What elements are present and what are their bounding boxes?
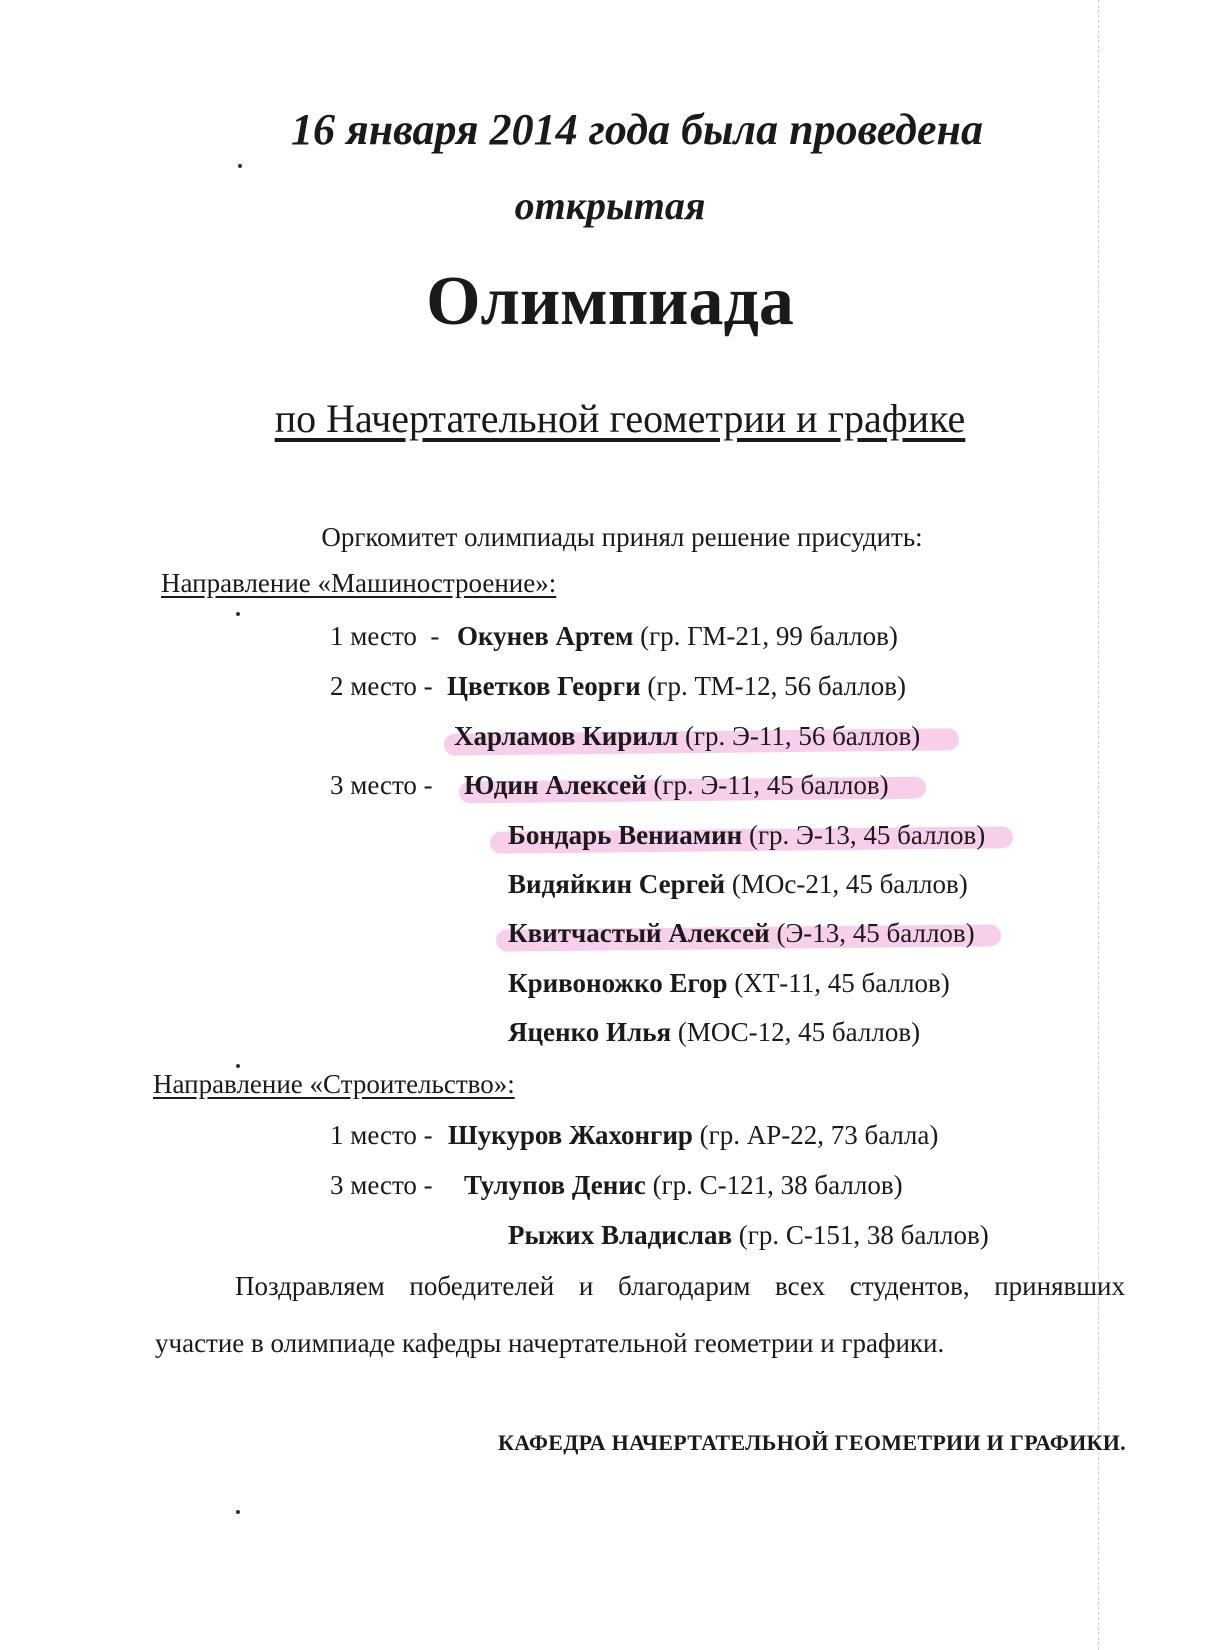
scan-speck — [236, 1064, 240, 1068]
header-date-line: 16 января 2014 года была проведена — [291, 105, 983, 154]
place-label: 1 место - — [330, 621, 440, 651]
scan-edge — [1098, 0, 1099, 1650]
winner-entry — [508, 820, 985, 851]
winner-entry — [454, 721, 920, 752]
winner-entry — [447, 671, 906, 702]
direction-construction-title: Направление «Строительство»: — [153, 1069, 515, 1099]
winner-details: (Э-13, 45 баллов) — [776, 918, 975, 948]
subject-line: по Начертательной геометрии и графике — [274, 396, 966, 441]
winner-name: Окунев Артем — [457, 621, 634, 651]
winner-entry — [508, 968, 950, 999]
winner-entry — [464, 1170, 903, 1201]
winner-details: (МОС-12, 45 баллов) — [677, 1017, 921, 1047]
winner-name: Юдин Алексей — [464, 770, 647, 800]
winner-entry — [508, 918, 975, 949]
winner-details: (гр. С-121, 38 баллов) — [652, 1170, 903, 1200]
header-open-line: открытая — [514, 183, 706, 228]
winner-details: (МОс-21, 45 баллов) — [731, 869, 968, 899]
committee-decision: Оргкомитет олимпиады принял решение присудить: — [321, 522, 923, 552]
scan-speck — [238, 164, 242, 168]
winner-name: Рыжих Владислав — [508, 1220, 733, 1250]
winner-details: (гр. АР-22, 73 балла) — [699, 1120, 939, 1150]
direction-mechanical-title: Направление «Машиностроение»: — [161, 568, 557, 598]
winner-name: Бондарь Вениамин — [508, 820, 743, 850]
department-signature: КАФЕДРА НАЧЕРТАТЕЛЬНОЙ ГЕОМЕТРИИ И ГРАФИКИ. — [498, 1430, 1126, 1455]
winner-details: (гр. С-151, 38 баллов) — [738, 1220, 989, 1250]
winner-entry — [508, 1017, 920, 1048]
winner-details: (гр. Э-13, 45 баллов) — [748, 820, 986, 850]
page-title: Олимпиада — [426, 263, 794, 340]
place-label: 3 место - — [330, 1170, 433, 1200]
winner-name: Тулупов Денис — [464, 1170, 646, 1200]
winner-entry — [457, 621, 898, 652]
winner-name: Квитчастый Алексей — [508, 918, 770, 948]
winner-details: (гр. ТМ-12, 56 баллов) — [647, 671, 906, 701]
place-label: 3 место - — [330, 770, 433, 800]
winner-details: (гр. Э-11, 56 баллов) — [684, 721, 921, 751]
winner-details: (гр. Э-11, 45 баллов) — [653, 770, 889, 800]
winner-name: Кривоножко Егор — [508, 968, 728, 998]
winner-name: Харламов Кирилл — [454, 721, 679, 751]
winner-entry — [464, 770, 889, 801]
winner-name: Видяйкин Сергей — [508, 869, 726, 899]
winner-name: Шукуров Жахонгир — [448, 1120, 693, 1150]
winner-details: (ХТ-11, 45 баллов) — [734, 968, 950, 998]
winner-name: Яценко Илья — [508, 1017, 672, 1047]
closing-line-2: участие в олимпиаде кафедры начертательной геометрии и графики. — [155, 1328, 945, 1358]
scan-speck — [236, 1510, 240, 1514]
winner-entry — [508, 1220, 989, 1251]
scan-speck — [236, 612, 240, 616]
winner-entry — [448, 1120, 938, 1151]
closing-paragraph — [155, 1258, 1125, 1372]
closing-line-1: Поздравляем победителей и благодарим всех студентов, принявших — [235, 1271, 1125, 1301]
place-label: 1 место - — [330, 1120, 433, 1150]
winner-entry — [508, 869, 968, 900]
winner-details: (гр. ГМ-21, 99 баллов) — [640, 621, 898, 651]
place-label: 2 место - — [330, 671, 433, 701]
winner-name: Цветков Георги — [447, 671, 641, 701]
